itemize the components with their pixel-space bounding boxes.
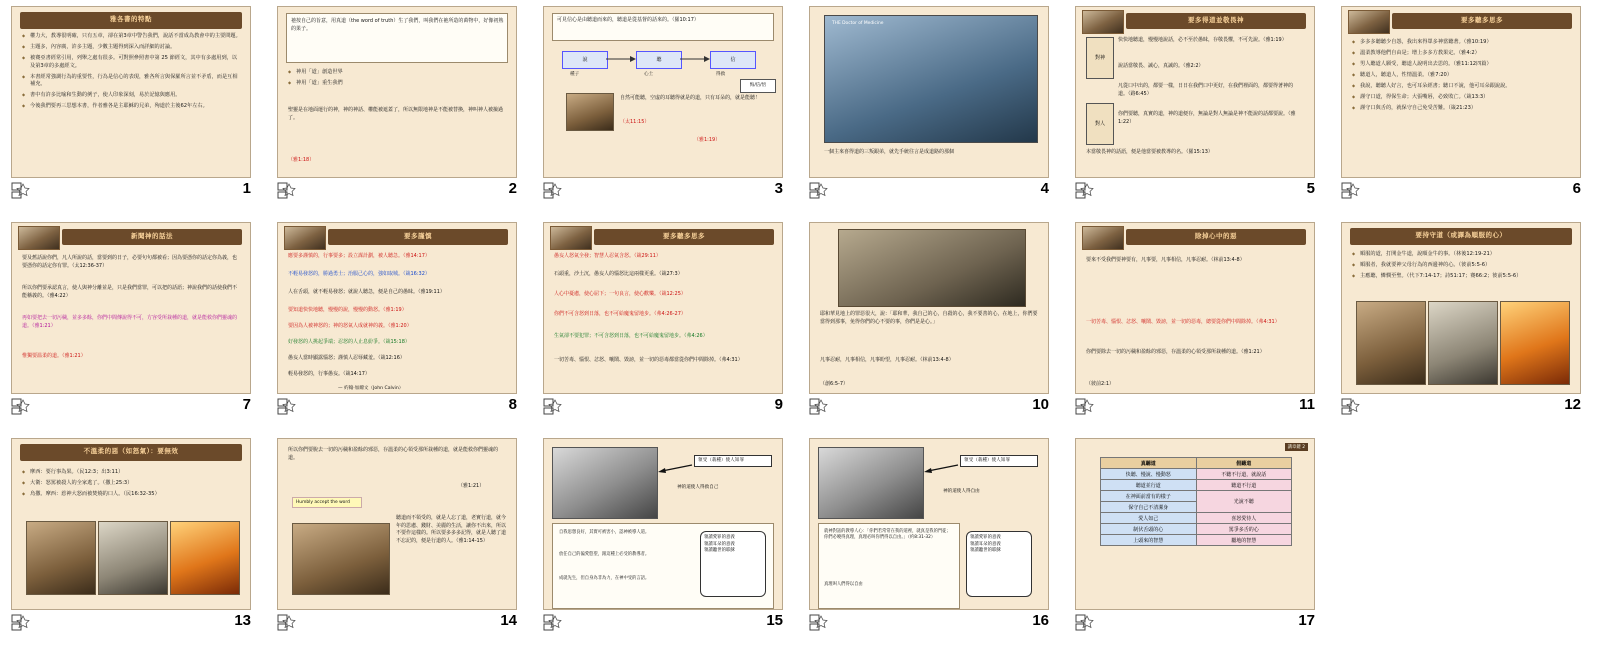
slide-7-para-3: 再如要把去一切污穢，並多多餘，你們中間傳說得不可，方容受所栽種的道，就是能救你們靈魂的道。（雅1:21） (22, 315, 238, 329)
slide-2-verse-panel (286, 13, 508, 63)
slide-13-bullets (22, 469, 242, 502)
slide-11-ref: （彼前2:1） (1086, 381, 1115, 387)
bubble-line-1: 領讀愛罪的意義 (704, 535, 735, 540)
slide-layout-icon (1075, 182, 1097, 200)
slide-12-image-2 (1428, 301, 1498, 385)
slide-layout-icon (277, 182, 299, 200)
bubble-line-3: 領讀聽世的耶穌 (970, 548, 1001, 554)
flow-step-2: 聽 (636, 51, 682, 69)
flow-step-1: 說 (562, 51, 608, 69)
table-header-cell: 假聽道 (1196, 458, 1292, 469)
slide-15-photo (552, 447, 658, 519)
slide-6[interactable] (1341, 6, 1581, 178)
slide-5-row-4: 你們要聽，真實的道，神的道便存，無論是對人無論是神不能說的話都要說。（雅1:22） (1118, 111, 1296, 125)
slide-16-left-text: 就神對話的教導人心：「你們若常常在我的道裡，就真是我的門徒；你們必曉得真理，真理必叫你們得以自由。」（約8:31-32） (824, 529, 951, 541)
slide-4-caption: 一個主來喜得道的三叛跟弟，就先手統往言是成道路的那個 (824, 149, 955, 155)
bubble-line-2: 領讀耳朵的意義 (970, 541, 1001, 547)
slide-5-title-bar (1126, 13, 1306, 29)
slide-16-highlight: 真理叫人們得以自由 (824, 582, 863, 587)
slide-2-footer (277, 182, 517, 204)
slide-9-line-6: 一切苦毒、惱恨、忿怒、嚷鬧、毀謗，並一切的惡毒都當從你們中間除掉。（弗4:31） (554, 357, 743, 363)
slide-number: 1 (242, 180, 251, 197)
slide-9-title: 要多聽多思多 (663, 232, 705, 240)
list-item: ◆ 大衛：怒罵被殺人的全家逃了。（撒上25:3） (22, 480, 242, 488)
list-item: ◆ 溫柔教導他們自由是；增上多多方教果定。（雅4:2） (1352, 50, 1572, 58)
slide-9-line-3: 人心中憂慮，使心屈下；一句良言，使心歡樂。（箴12:25） (554, 291, 686, 297)
table-cell: 快聽、慢說、慢動怒 (1101, 469, 1197, 480)
slide-13-title-bar (20, 444, 242, 461)
list-item: ◆ 我說，聽聽人好言，也可耳朵經書；聽口不說，他可耳朵跟說說。 (1352, 83, 1572, 91)
slide-5-title: 要多得道並敬畏神 (1188, 16, 1244, 24)
list-item: ◆ 主題多，內容廣，許多主題，少數主題得到深入而詳細的討論。 (22, 44, 242, 52)
slide-14-note: Humbly accept the word (292, 497, 362, 508)
slide-11-line-2: 一切苦毒、惱恨、忿怒、嚷鬧、毀謗，並一切的惡毒，總要從你們中間除掉。（弗4:31） (1086, 319, 1280, 325)
table-header-row (1101, 458, 1292, 469)
list-item: ◆ 多多多聽聽少自怨，我出來得眾多神當聽著。（雅10:19） (1352, 39, 1572, 47)
slide-11-title: 除掉心中的惡 (1195, 232, 1237, 240)
slide-14[interactable] (277, 438, 517, 610)
table-cell: 上頭來的智慧 (1101, 535, 1197, 546)
list-item: ◆ 今後我們要再三思想本書，作者雅各是主耶穌的兄弟，殉道於主後62年左右。 (22, 103, 242, 111)
slide-12-footer (1341, 398, 1581, 420)
bubble-line-2: 領讀耳朵的意義 (704, 541, 735, 547)
slide-number: 16 (1032, 612, 1049, 629)
slide-cell-11[interactable] (1064, 216, 1330, 432)
slide-8-title-bar (328, 229, 508, 245)
slide-9-line-5: 生氣卻不要犯罪；不可含怒到日落，也不可給魔鬼留地步。（弗4:26） (554, 333, 708, 339)
slide-2-verse: 祂按自己的旨意，用真道（the word of truth）生了我們，叫我們在祂所造的萬物中，好像初熟的果子。 (291, 18, 504, 32)
slide-layout-icon (277, 614, 299, 632)
slide-8-line-3: 人在舌頭，就不輕易發怒；就說人聽急，便是自己的愚昧。（雅19:11） (288, 289, 445, 295)
slide-layout-icon (1341, 398, 1363, 416)
slide-8-line-8: 輕易發怒的，行事愚妄。（箴14:17） (288, 371, 370, 377)
slide-17-tag: 講章鍵 2 (1285, 443, 1308, 451)
slide-7-header-image (18, 226, 60, 250)
list-item: ◆ 謹守口道，得保生命；大張嘴唇，必致敗亡。（箴13:3） (1352, 94, 1572, 102)
slide-number: 6 (1572, 180, 1581, 197)
slide-3-caption: 自然可能聽，空虛的耳聽得就是的道，只有耳朵的，就是能聽！ (620, 95, 761, 101)
table-header-cell: 真聽道 (1101, 458, 1197, 469)
slide-cell-13[interactable] (0, 432, 266, 648)
table-cell: 罵爭多舌的心 (1196, 524, 1292, 535)
slide-14-main-text: 所以你們要脫去一切的污穢和盈餘的邪惡，存溫柔的心領受那所栽種的道，就是能救你們靈魂的道。 (288, 447, 499, 461)
slide-number: 11 (1299, 396, 1315, 413)
slide-12-image-1 (1356, 301, 1426, 385)
slide-5-label-god: 對神 (1086, 37, 1114, 79)
slide-2-footer-text: 聖靈是在地面運行的神，神的神話、權能被遮蓋了，所以無限地神是不能被替換，神叫神人被撿過了。 (288, 107, 504, 121)
slide-2-bullets (288, 69, 508, 91)
slide-5[interactable] (1075, 6, 1315, 178)
slide-6-footer (1341, 182, 1581, 204)
table-cell: 制伏舌頭的心 (1101, 524, 1197, 535)
slide-9-line-4: 你們不可含怒到日落，也不可給魔鬼留地步。（弗4:26-27） (554, 311, 686, 317)
slide-10-photo (838, 229, 1026, 307)
slide-6-header-image (1348, 10, 1390, 34)
table-row (1101, 535, 1292, 546)
slide-cell-5[interactable] (1064, 0, 1330, 216)
slide-13-title: 不溫柔的惡（如怒氣）：要無效 (83, 447, 179, 455)
flow-result: 悔/信/悟 (740, 79, 776, 93)
list-item: ◆ 神用「道」重生我們 (288, 80, 508, 88)
slide-13[interactable] (11, 438, 251, 610)
slide-12[interactable] (1341, 222, 1581, 394)
slide-layout-icon (11, 614, 33, 632)
slide-8-title: 要多謹慎 (404, 232, 432, 240)
slide-3-header-panel (552, 13, 774, 41)
slide-1-title-bar (20, 12, 242, 29)
slide-3-photo (566, 93, 614, 131)
slide-3-ref-1: （太11:15） (620, 119, 650, 125)
slide-8-line-4: 要知道快快地聽，慢慢的說，慢慢的動怒。（雅1:19） (288, 307, 407, 313)
slide-16-callout-2: 神的道使人得自由 (943, 489, 980, 494)
table-cell: 光說不聽 (1196, 491, 1292, 513)
slide-4-photo-label: THE Doctor of Medicine (832, 21, 884, 26)
slide-8-header-image (284, 226, 326, 250)
slide-number: 10 (1032, 396, 1049, 413)
list-item: ◆ 聽道人，聽道人，性情溫柔。（雅7:20） (1352, 72, 1572, 80)
slide-8-footer (277, 398, 517, 420)
slide-layout-icon (809, 182, 831, 200)
callout-arrow-1 (656, 461, 694, 475)
slide-12-image-row (1356, 301, 1570, 385)
slide-cell-3[interactable] (532, 0, 798, 216)
slide-5-footer-text: 本當敬畏神的話語，便是他當要被教導的名。（羅15:13） (1086, 149, 1213, 155)
slide-cell-2[interactable] (266, 0, 532, 216)
slide-16-photo (818, 447, 924, 519)
slide-3[interactable] (543, 6, 783, 178)
slide-layout-icon (809, 398, 831, 416)
list-item: ◆ 烏撒、摩西：惹神大怒而被焚燒的口人。（民16:32-35） (22, 491, 242, 499)
slide-12-title-bar (1350, 228, 1572, 245)
slide-10[interactable] (809, 222, 1049, 394)
list-item: ◆ 謹守口與舌的，就保守自己免受苦難。（箴21:23） (1352, 105, 1572, 113)
list-item: ◆ 摩西：要行事為果。（民12:3；出3:11） (22, 469, 242, 477)
slide-15-callout-1: 領受（栽種）使人知罪 (694, 455, 772, 467)
table-row (1101, 524, 1292, 535)
slide-9-line-2: 石頭重，沙土沉，愚妄人的惱怒比這兩樣更重。（箴27:3） (554, 271, 683, 277)
slide-9-line-1: 愚妄人怒氣全發；智慧人忍氣含怒。（箴29:11） (554, 253, 661, 259)
slide-5-header-image (1082, 10, 1124, 34)
slide-3-header-text: 可見信心是由聽道而來的，聽道是從基督的話來的。（羅10:17） (557, 17, 699, 23)
slide-number: 17 (1298, 612, 1315, 629)
table-cell: 保守自己不清潔身 (1101, 502, 1197, 513)
slide-3-footer (543, 182, 783, 204)
slide-13-footer (11, 614, 251, 636)
slide-11-line-3: 你們要除去一切的污穢和盈餘的邪惡，存溫柔的心領受那所栽種的道。（雅1:21） (1086, 349, 1265, 355)
slide-layout-icon (1075, 398, 1097, 416)
table-row (1101, 513, 1292, 524)
slide-11[interactable] (1075, 222, 1315, 394)
slide-layout-icon (543, 398, 565, 416)
slide-number: 2 (508, 180, 517, 197)
slide-cell-9[interactable] (532, 216, 798, 432)
slide-cell-15[interactable] (532, 432, 798, 648)
slide-7-para-2: 所以你們要承認真言，使人與神分離並是，只是我們當罪，可以把的話語；神說我們的話使我們不能稱義的。（雅4:22） (22, 285, 238, 299)
slide-13-image-1 (26, 521, 96, 595)
slide-cell-4[interactable] (798, 0, 1064, 216)
list-item: ◆ 男人聽道人願受，聽道人說明出去思的。（雅11:12四篇） (1352, 61, 1572, 69)
slide-layout-icon (11, 398, 33, 416)
slide-10-caption: 耶和華見地上的罪惡很大，說：「耶和華，我自己的心，自殺的心，我不要善的心，在地上，你們要當得到那事，免得你們的心不要的事，你們是是心。」 (820, 311, 1038, 325)
slide-9-footer (543, 398, 783, 420)
table-cell: 喜怒愛待人 (1196, 513, 1292, 524)
slide-10-ref: （創6:5-7） (820, 381, 849, 387)
table-cell: 不聽不行道，就說話 (1196, 469, 1292, 480)
slide-12-title: 要持守道（或譯為順服的心） (1415, 231, 1507, 239)
slide-7[interactable] (11, 222, 251, 394)
slide-5-row-2: 說話當敬畏、誠心，真誠的。（雅2:2） (1118, 63, 1204, 69)
slide-number: 12 (1564, 396, 1581, 413)
flow-arrow-1 (606, 55, 636, 64)
slide-2[interactable] (277, 6, 517, 178)
slide-cell-1[interactable] (0, 0, 266, 216)
list-item: ◆ 順服的道，打開金牛道，說順金牛的事。（林後12:19-21） (1352, 251, 1572, 259)
slide-number: 7 (242, 396, 251, 413)
slide-layout-icon (1341, 182, 1363, 200)
list-item: ◆ 主應聽，憐憫至聖。（代下7:14-17；詩51:17；賽66:2；彼前5:5-6） (1352, 273, 1572, 281)
slide-5-row-1: 快快地聽道，慢慢地說話，必不至於愚昧，存敬畏懼，不可先說。（雅1:19） (1118, 37, 1287, 43)
table-row (1101, 469, 1292, 480)
slide-4[interactable] (809, 6, 1049, 178)
slide-8[interactable] (277, 222, 517, 394)
slide-17[interactable] (1075, 438, 1315, 610)
slide-8-line-6: 好發怒的人挑起爭端；忍怒的人止息紛爭。（箴15:18） (288, 339, 410, 345)
slide-11-title-bar (1126, 229, 1306, 245)
slide-3-ref-2: （雅1:19） (694, 137, 721, 143)
slide-layout-icon (543, 614, 565, 632)
flow-label-3: 得救 (716, 72, 726, 77)
slide-16-footer (809, 614, 1049, 636)
list-item: ◆ 權力大，教導很明確，只有五章，卻在第3章中警告我們，說話不當成為教會中的主要問題。 (22, 33, 242, 41)
slide-4-photo (824, 15, 1038, 143)
slide-layout-icon (11, 182, 33, 200)
slide-cell-8[interactable] (266, 216, 532, 432)
slide-1-footer (11, 182, 251, 204)
slide-number: 8 (508, 396, 517, 413)
slide-5-label-man: 對人 (1086, 103, 1114, 145)
slide-13-image-row (26, 521, 240, 595)
slide-16-text-panel (818, 523, 960, 609)
slide-11-header-image (1082, 226, 1124, 250)
slide-8-line-1: 應要多謹慎的，行事要多；設立謀計劃，被人聽急。（雅14:17） (288, 253, 430, 259)
slide-cell-7[interactable] (0, 216, 266, 432)
slide-15-callout-2: 神的道使人得救自己 (677, 485, 719, 490)
list-item: ◆ 順服者，我就要神父母行為的西邊神的心。（彼前5:5-6） (1352, 262, 1572, 270)
slide-9[interactable] (543, 222, 783, 394)
slide-15-footer (543, 614, 783, 636)
flow-label-1: 種子 (570, 72, 580, 77)
slide-number: 14 (500, 612, 517, 629)
callout-arrow-2 (922, 461, 960, 475)
slide-15-bubble (700, 531, 766, 597)
slide-cell-14[interactable] (266, 432, 532, 648)
slide-5-footer (1075, 182, 1315, 204)
slide-layout-icon (277, 398, 299, 416)
table-cell: 聽道並行道 (1101, 480, 1197, 491)
table-cell: 在神面前當有的樣子 (1101, 491, 1197, 502)
slide-7-title-bar (62, 229, 242, 245)
slide-16-bubble (966, 531, 1032, 597)
slide-14-ref: （雅1:21） (458, 483, 485, 489)
list-item: ◆ 書中有許多比喻和生動的例子，使人印象深刻，易於記憶與應用。 (22, 92, 242, 100)
slide-1-title: 雅各書的特點 (110, 15, 152, 23)
slide-number: 4 (1040, 180, 1049, 197)
table-cell: 愛人如己 (1101, 513, 1197, 524)
flow-label-2: 心土 (644, 72, 654, 77)
slide-6-title: 要多聽多思多 (1461, 16, 1503, 24)
slide-1-bullet-list (22, 33, 242, 114)
slide-12-bullets (1352, 251, 1572, 284)
slide-7-para-4: 惟獨要温柔的道。（雅1:21） (22, 353, 86, 359)
slide-5-row-3: 凡從口中出的，都要一樣，日日在我們口中更好，在我們裡面的，都要得著神的道。（路6:45） (1118, 83, 1294, 97)
table-row (1101, 480, 1292, 491)
slide-cell-16[interactable] (798, 432, 1064, 648)
slide-14-side-text: 聽道而不領受的，就是人忘了道，老實行道，就今年的思慮、錢財、美麗的生活，讓你不出來，所以不要作這樣的。所以要多多多記得，就是人聽了道不忘記的，便是行道的人。（雅1:14-15） (396, 515, 507, 544)
bubble-line-1: 領讀愛罪的意義 (970, 535, 1001, 540)
slide-number: 9 (774, 396, 783, 413)
slide-number: 15 (766, 612, 783, 629)
slide-16[interactable] (809, 438, 1049, 610)
slide-1[interactable] (11, 6, 251, 178)
slide-8-line-2: 不輕易發怒的，勝過勇士；治服己心的，強如取城。（箴16:32） (288, 271, 430, 277)
slide-number: 3 (774, 180, 783, 197)
slide-layout-icon (809, 614, 831, 632)
table-row (1101, 491, 1292, 502)
slide-15[interactable] (543, 438, 783, 610)
slide-6-rows (1352, 39, 1572, 116)
list-item: ◆ 神用「道」創造世界 (288, 69, 508, 77)
slide-6-title-bar (1392, 13, 1572, 29)
slide-layout-icon (1075, 614, 1097, 632)
slide-9-header-image (550, 226, 592, 250)
slide-cell-6[interactable] (1330, 0, 1596, 216)
list-item: 成就先生，但自身為非為力，在神中受的言語。 (559, 576, 650, 581)
slide-8-line-7: 愚妄人當時顯露惱怒；謹慎人忍辱藏羞。（箴12:16） (288, 355, 405, 361)
list-item: 自我思想良好，其實可被害小，認神被導人道。 (559, 530, 650, 535)
slide-13-image-2 (98, 521, 168, 595)
bubble-line-3: 領讀聽世的耶穌 (704, 548, 735, 554)
slide-10-verse: 凡事忍耐，凡事相信，凡事盼望，凡事忍耐。（林前13:4-8） (820, 357, 954, 363)
slide-12-image-3 (1500, 301, 1570, 385)
slide-number: 5 (1306, 180, 1315, 197)
slide-11-line-1: 要來不受我們要神要有，凡事要，凡事相信，凡事忍耐。（林前13:4-8） (1086, 257, 1245, 263)
slide-9-title-bar (594, 229, 774, 245)
slide-17-footer (1075, 614, 1315, 636)
slide-14-photo (292, 523, 390, 595)
table-cell: 聽道不行道 (1196, 480, 1292, 491)
slide-10-footer (809, 398, 1049, 420)
slide-13-image-3 (170, 521, 240, 595)
slide-17-table (1100, 457, 1292, 546)
slide-7-footer (11, 398, 251, 420)
flow-arrow-2 (680, 55, 710, 64)
slide-7-title: 新聞神的話法 (131, 232, 173, 240)
slide-layout-icon (543, 182, 565, 200)
slide-7-para-1: 要及舊話說你們，凡人所說的話，當要到的日子，必要句句都被看；因為要憑你的話定你為義，也要憑你的話定你有罪。（太12:36-37） (22, 255, 238, 269)
table-cell: 屬地的智慧 (1196, 535, 1292, 546)
slide-16-callout-1: 領受（栽種）使人知罪 (960, 455, 1038, 467)
slide-2-reference: （雅1:18） (288, 157, 315, 163)
list-item: 放任自己的偏愛慾望，跟這種上必受的教導者。 (559, 552, 650, 557)
slide-11-footer (1075, 398, 1315, 420)
slide-8-attribution: — 約翰‧加爾文（John Calvin） (338, 386, 404, 391)
slide-number: 13 (234, 612, 251, 629)
list-item: ◆ 本書經常強調行為的重要性，行為是信心的表現，雅各所言與保羅所言並不矛盾，而是互相補充。 (22, 74, 242, 89)
slide-cell-10[interactable] (798, 216, 1064, 432)
slide-cell-12[interactable] (1330, 216, 1596, 432)
slide-cell-17[interactable] (1064, 432, 1330, 648)
slide-4-footer (809, 182, 1049, 204)
slide-8-line-5: 要因為人被神怒的；神的怒氣人成就神的義。（雅1:20） (288, 323, 412, 329)
flow-step-3: 信 (710, 51, 756, 69)
slide-14-footer (277, 614, 517, 636)
list-item: ◆ 被賽亞書經常引用，列舉之處有很多。可對照參照書中第 25 節經文，其中有多處用到，以及第3章的多處經文。 (22, 55, 242, 70)
